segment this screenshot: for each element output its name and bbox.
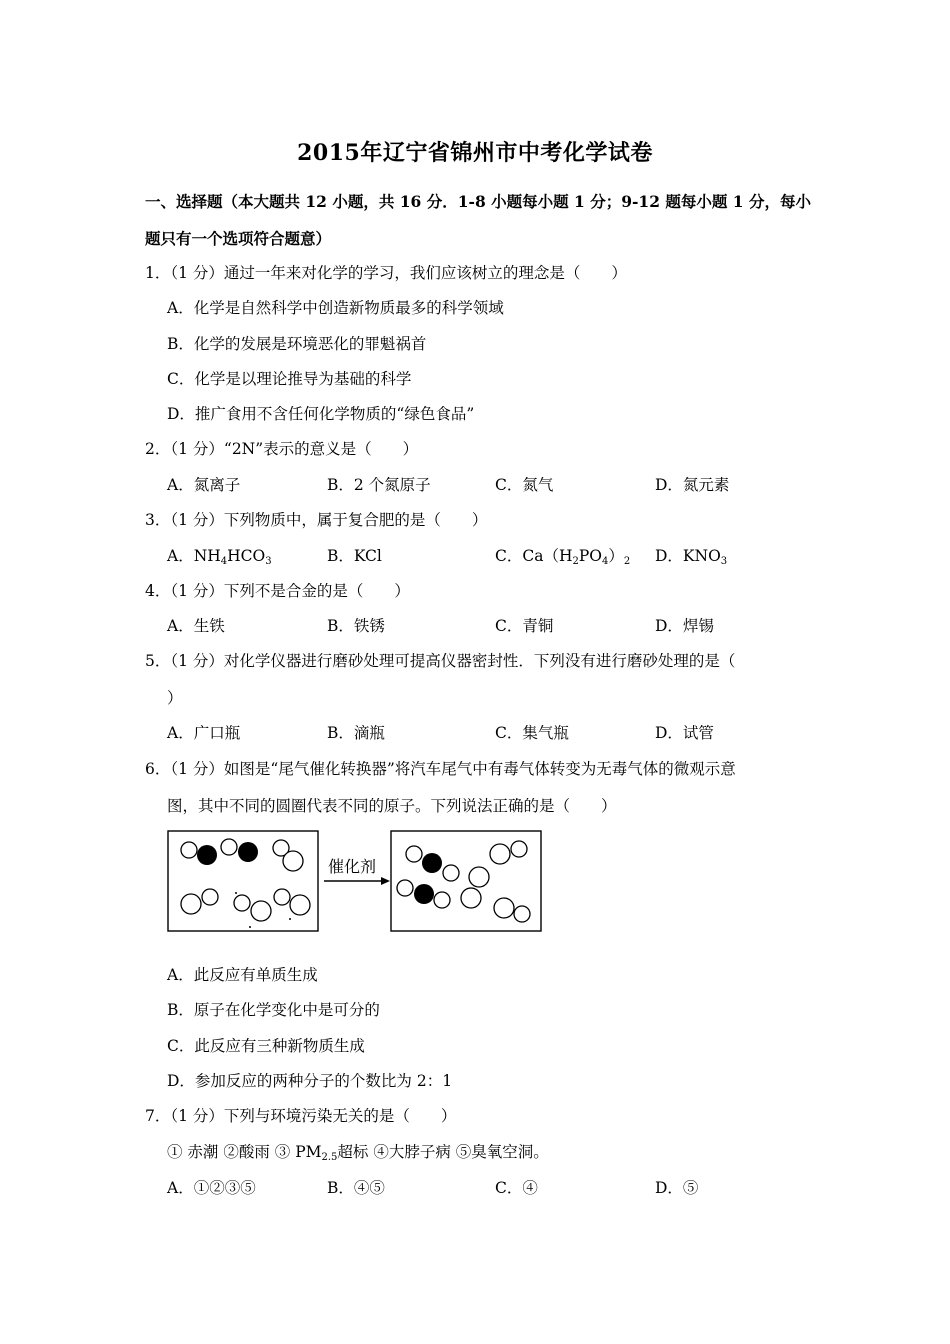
q4-option-b: B．铁锈	[327, 617, 385, 635]
q5-stem: 5．（1 分）对化学仪器进行磨砂处理可提高仪器密封性．下列没有进行磨砂处理的是（	[145, 652, 736, 670]
q2-option-c: C．氮气	[495, 476, 554, 494]
q7-option-d: D．⑤	[655, 1179, 699, 1197]
q4-option-c: C．青铜	[495, 617, 554, 635]
q5-option-b: B．滴瓶	[327, 724, 385, 742]
catalytic-converter-diagram	[166, 829, 546, 935]
q5-option-c: C．集气瓶	[495, 724, 569, 742]
q7-items: ① 赤潮 ②酸雨 ③ $PM_{2.5}$超标 ④大脖子病 ⑤臭氧空洞。	[167, 1143, 549, 1163]
reactants-box	[168, 831, 318, 931]
q6-option-a: A．此反应有单质生成	[167, 966, 318, 984]
exam-title: 2015年辽宁省锦州市中考化学试卷	[297, 140, 653, 166]
q3-option-a: A．$NH_4HCO_3$	[167, 547, 272, 567]
q6-option-d: D．参加反应的两种分子的个数比为 2：1	[167, 1072, 453, 1090]
q2-option-b: B．2 个氮原子	[327, 476, 431, 494]
q1-stem: 1．（1 分）通过一年来对化学的学习，我们应该树立的理念是（ ）	[145, 264, 627, 282]
catalyst-label: 催化剂	[328, 859, 377, 876]
q5-option-d: D．试管	[655, 724, 714, 742]
q1-option-d: D．推广食用不含任何化学物质的“绿色食品”	[167, 405, 475, 423]
q6-option-c: C．此反应有三种新物质生成	[167, 1037, 365, 1055]
q3-option-b: B．KCl	[327, 547, 382, 565]
q5-option-a: A．广口瓶	[167, 724, 241, 742]
q2-stem: 2．（1 分）“2N”表示的意义是（ ）	[145, 440, 419, 458]
section-heading-line1: 一、选择题（本大题共 12 小题，共 16 分．1-8 小题每小题 1 分；9-12 题每小题 1 分，每小	[145, 192, 811, 211]
q3-stem: 3．（1 分）下列物质中，属于复合肥的是（ ）	[145, 511, 488, 529]
q2-option-d: D．氮元素	[655, 476, 730, 494]
q3-option-d: D．$KNO_3$	[655, 547, 728, 567]
q4-option-a: A．生铁	[167, 617, 225, 635]
q1-option-c: C．化学是以理论推导为基础的科学	[167, 370, 412, 388]
q4-option-d: D．焊锡	[655, 617, 714, 635]
q5-stem-cont: ）	[167, 689, 183, 707]
q3-option-c: C．$Ca(H_2PO_4)_2$	[495, 547, 631, 567]
q1-option-a: A．化学是自然科学中创造新物质最多的科学领域	[167, 299, 504, 317]
products-box	[391, 831, 541, 931]
reaction-arrow	[324, 877, 390, 885]
q7-option-a: A．①②③⑤	[167, 1179, 256, 1197]
section-heading-line2: 题只有一个选项符合题意）	[145, 229, 332, 248]
q1-option-b: B．化学的发展是环境恶化的罪魁祸首	[167, 335, 427, 353]
q6-option-b: B．原子在化学变化中是可分的	[167, 1001, 380, 1019]
q7-option-b: B．④⑤	[327, 1179, 385, 1197]
q6-stem: 6．（1 分）如图是“尾气催化转换器”将汽车尾气中有毒气体转变为无毒气体的微观示意	[145, 760, 736, 778]
q7-option-c: C．④	[495, 1179, 538, 1197]
q6-stem-cont: 图，其中不同的圆圈代表不同的原子。下列说法正确的是（ ）	[167, 797, 617, 815]
q2-option-a: A．氮离子	[167, 476, 241, 494]
q7-stem: 7．（1 分）下列与环境污染无关的是（ ）	[145, 1107, 457, 1125]
q4-stem: 4．（1 分）下列不是合金的是（ ）	[145, 582, 410, 600]
